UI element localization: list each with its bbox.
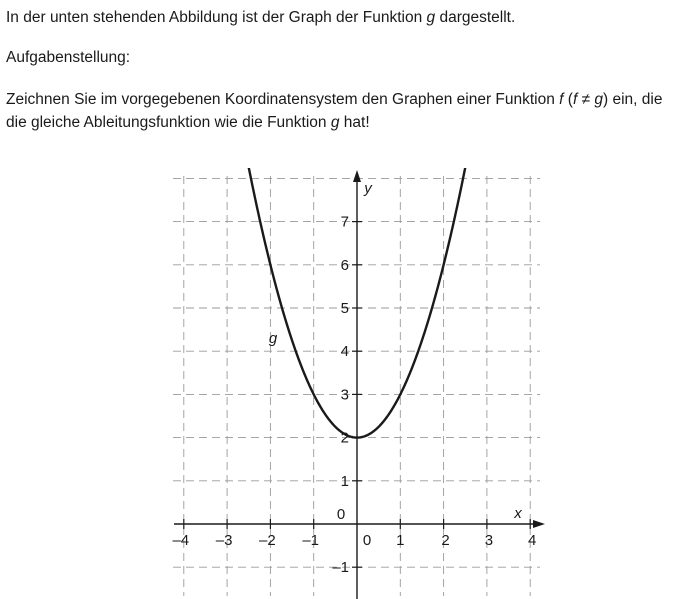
task-p3: ≠ [577, 91, 595, 108]
task-line2b: hat! [339, 114, 370, 131]
x-tick-label: –3 [215, 532, 233, 549]
x-tick-label: 0 [336, 506, 346, 523]
y-tick-label: 1 [340, 472, 349, 490]
x-axis-label: x [514, 505, 522, 522]
x-tick-label: 4 [528, 532, 537, 549]
x-tick-label: –1 [302, 532, 320, 549]
task-g2: g [330, 114, 340, 131]
x-tick-label: –2 [259, 532, 276, 549]
task-p2: ( [563, 91, 573, 108]
x-tick-label-origin: 0 [362, 532, 372, 549]
intro-after: dargestellt. [435, 9, 516, 26]
y-tick-label: –1 [332, 559, 349, 577]
y-tick-label: 7 [340, 213, 349, 231]
x-tick-label: 3 [484, 532, 494, 549]
x-tick-label: 2 [441, 532, 450, 549]
y-tick-label: 3 [340, 386, 349, 404]
x-tick-label: 1 [396, 532, 405, 549]
x-tick-label: –4 [172, 532, 190, 549]
task-f1: f [559, 91, 564, 108]
series-g-label: g [268, 330, 278, 347]
x-axis-arrow [533, 520, 545, 528]
task-line2a: die gleiche Ableitungsfunktion wie die Funktion [6, 114, 331, 131]
task-heading: Aufgabenstellung: [6, 49, 131, 66]
y-tick-label: 6 [340, 256, 349, 274]
task-p4: ) ein, die [603, 91, 663, 108]
y-axis-label: y [364, 180, 372, 197]
y-tick-label: 5 [340, 300, 349, 317]
intro-function-name: g [426, 9, 436, 26]
y-tick-label: 2 [340, 429, 349, 447]
task-f2: f [572, 91, 578, 108]
task-p1: Zeichnen Sie im vorgegebenen Koordinatensystem den Graphen einer Funktion [6, 91, 560, 108]
y-tick-label: 4 [340, 343, 349, 361]
y-axis-arrow [353, 170, 361, 182]
task-g1: g [594, 91, 604, 108]
intro-before: In der unten stehenden Abbildung ist der Graph der Funktion [6, 9, 427, 26]
